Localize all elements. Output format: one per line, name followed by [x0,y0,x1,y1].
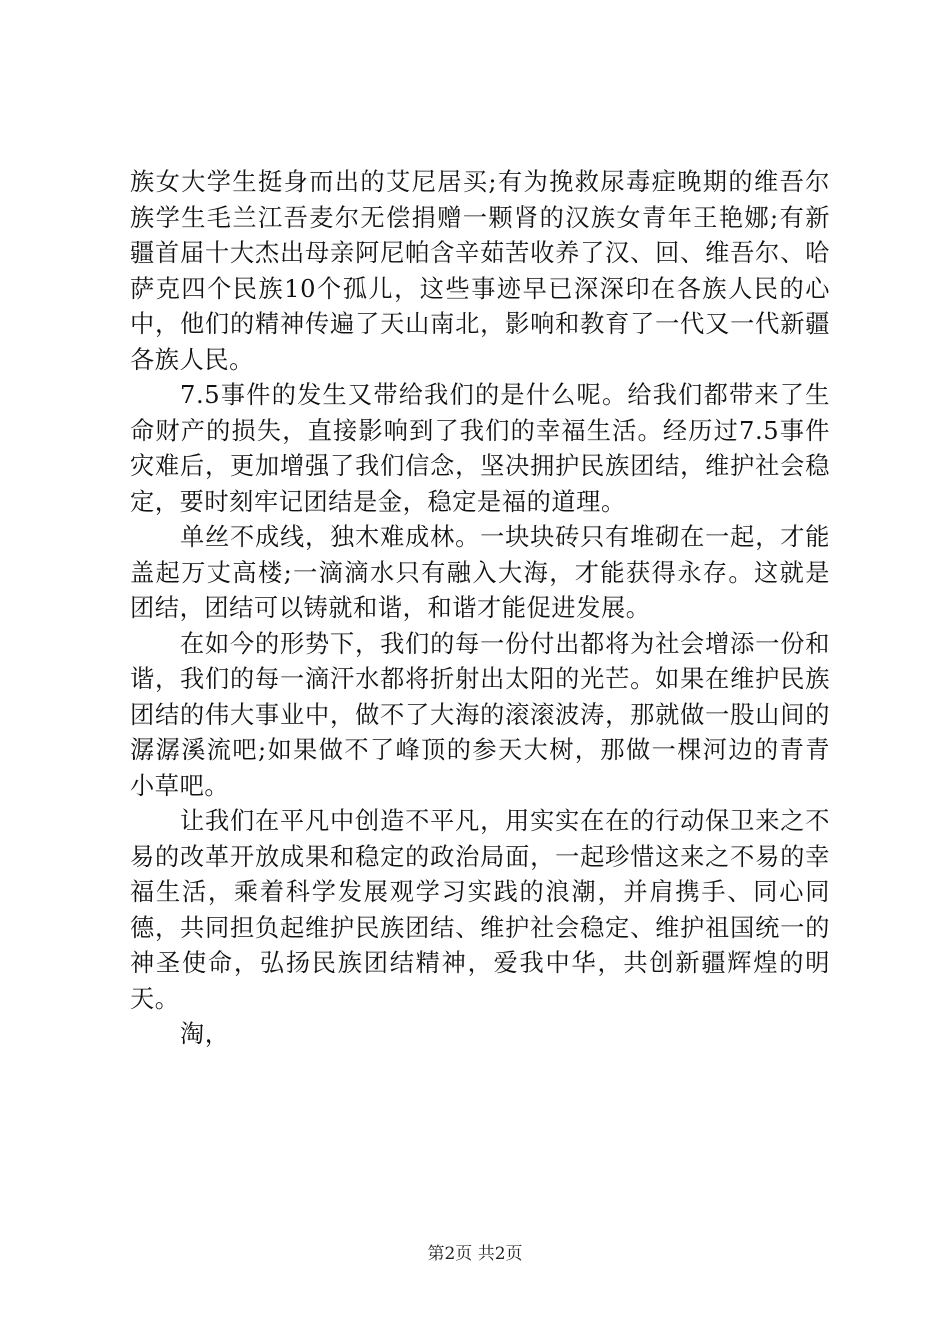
paragraph-unity: 单丝不成线，独木难成林。一块块砖只有堆砌在一起，才能盖起万丈高楼;一滴滴水只有融入大海，才能获得永存。这就是团结，团结可以铸就和谐，和谐才能促进发展。 [130,523,830,622]
paragraph-continuation: 族女大学生挺身而出的艾尼居买;有为挽救尿毒症晚期的维吾尔族学生毛兰江吾麦尔无偿捐赠一颗肾的汉族女青年王艳娜;有新疆首届十大杰出母亲阿尼帕含辛茹苦收养了汉、回、维吾尔、哈萨克四个民族10个孤儿，这些事迹早已深深印在各族人民的心中，他们的精神传遍了天山南北，影响和教育了一代又一代新疆各族人民。 [130,168,830,374]
page-footer: 第2页 共2页 [427,1244,523,1264]
paragraph-situation: 在如今的形势下，我们的每一份付出都将为社会增添一份和谐，我们的每一滴汗水都将折射出太阳的光芒。如果在维护民族团结的伟大事业中，做不了大海的滚滚波涛，那就做一股山间的潺潺溪流吧;如果做不了峰顶的参天大树，那做一棵河边的青青小草吧。 [130,629,830,800]
paragraph-call-to-action: 让我们在平凡中创造不平凡，用实实在在的行动保卫来之不易的改革开放成果和稳定的政治局面，一起珍惜这来之不易的幸福生活，乘着科学发展观学习实践的浪潮，并肩携手、同心同德，共同担负起维护民族团结、维护社会稳定、维护祖国统一的神圣使命，弘扬民族团结精神，爱我中华，共创新疆辉煌的明天。 [130,807,830,1013]
paragraph-trailing: 淘， [180,1020,230,1048]
document-body [130,165,830,1053]
paragraph-7-5-event: 7.5事件的发生又带给我们的是什么呢。给我们都带来了生命财产的损失，直接影响到了我们的幸福生活。经历过7.5事件灾难后，更加增强了我们信念，坚决拥护民族团结，维护社会稳定，要时刻牢记团结是金，稳定是福的道理。 [130,381,830,516]
